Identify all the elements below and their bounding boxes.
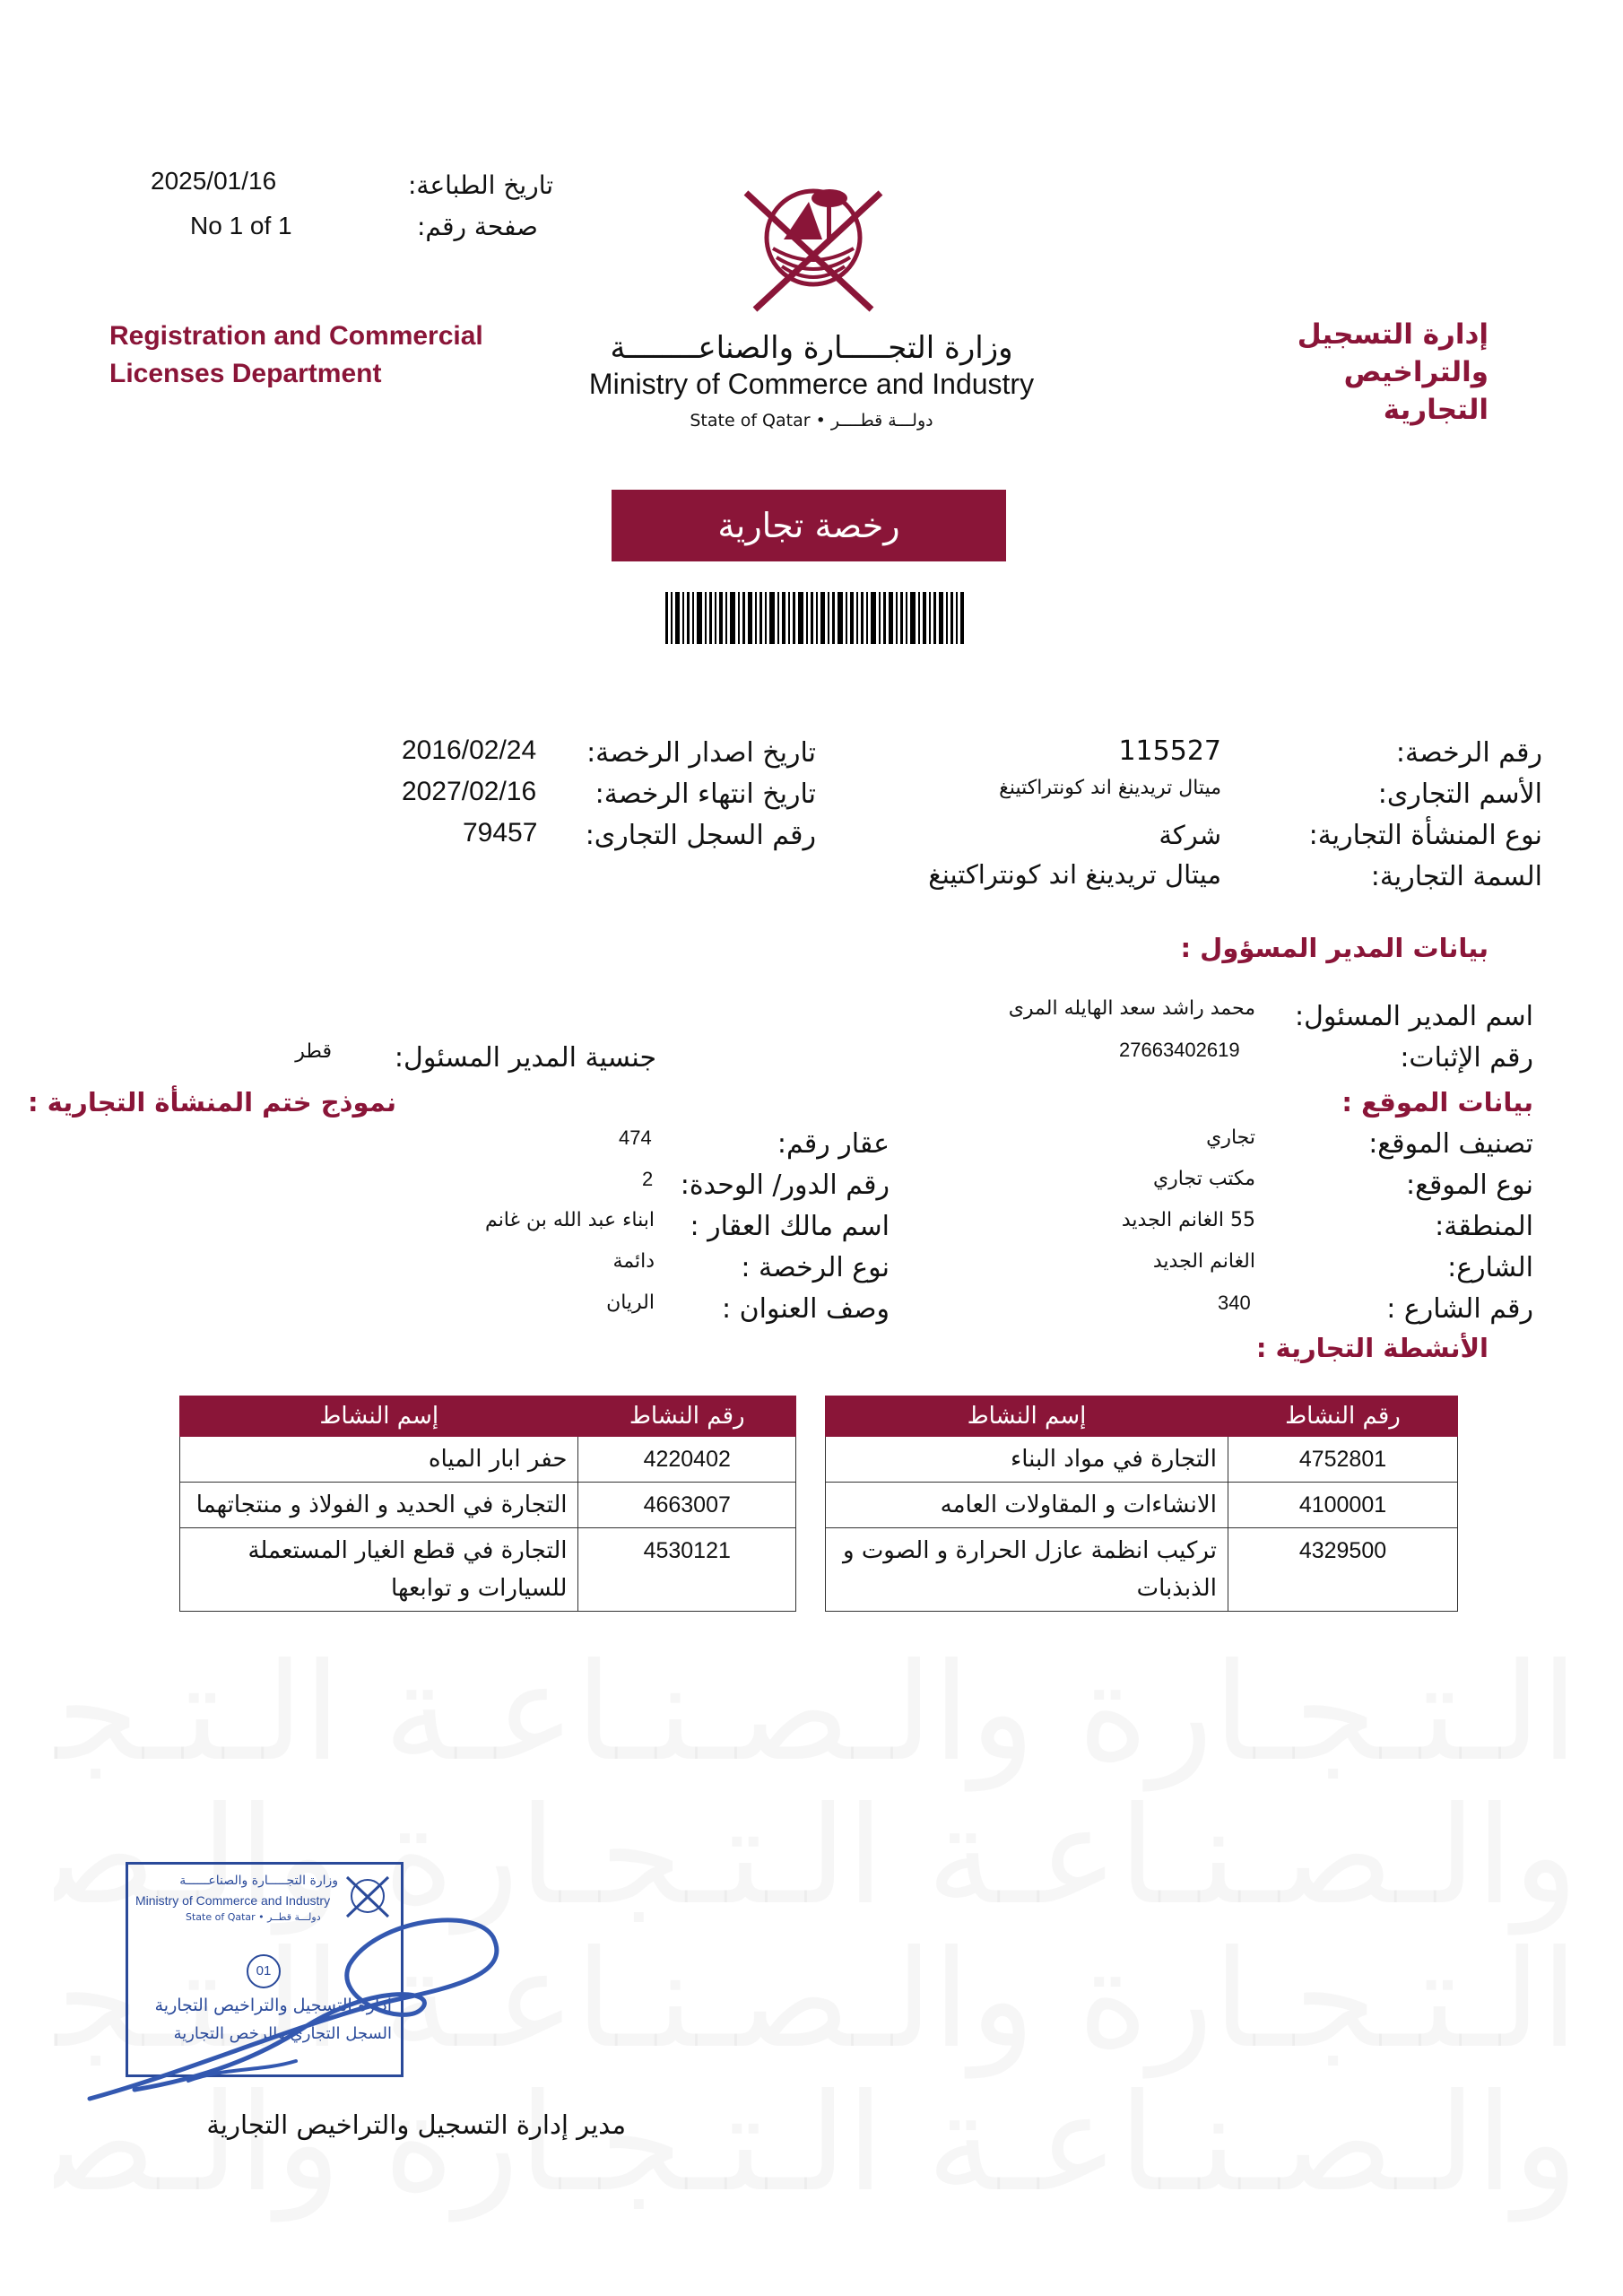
qatar-emblem-icon <box>737 166 890 318</box>
zone-label: المنطقة: <box>1435 1211 1533 1242</box>
table-header-row <box>180 1396 796 1437</box>
location-type-label: نوع الموقع: <box>1405 1170 1533 1201</box>
activities-table-left <box>179 1396 796 1612</box>
table-row <box>180 1483 796 1528</box>
property-owner-value: ابناء عبد الله بن غانم <box>485 1209 655 1231</box>
barcode <box>665 592 964 644</box>
commercial-register-value: 79457 <box>463 818 538 848</box>
activity-number: 4100001 <box>1228 1483 1457 1528</box>
license-type-label: نوع الرخصة : <box>741 1252 890 1283</box>
stamp-ministry-ar: وزارة التجـــــارة والصناعــــــة <box>179 1874 338 1888</box>
expiry-date-value: 2027/02/16 <box>402 777 537 806</box>
street-label: الشارع: <box>1447 1252 1533 1283</box>
entity-type-label: نوع المنشأة التجارية: <box>1308 820 1542 851</box>
location-type-value: مكتب تجاري <box>1152 1168 1255 1190</box>
column-header-activity-name: إسم النشاط <box>826 1396 1228 1437</box>
street-number-value: 340 <box>1218 1292 1251 1314</box>
brand-name-label: السمة التجارية: <box>1370 861 1542 892</box>
activity-name: تركيب انظمة عازل الحرارة و الصوت و الذبذبات <box>826 1528 1228 1612</box>
stamp-state: State of Qatar • دولـــة قطــر <box>186 1911 321 1923</box>
stamp-ministry-en: Ministry of Commerce and Industry <box>135 1893 331 1908</box>
location-classification-value: تجاري <box>1206 1126 1255 1149</box>
manager-id-label: رقم الإثبات: <box>1400 1042 1533 1074</box>
floor-unit-label: رقم الدور/ الوحدة: <box>680 1170 890 1201</box>
table-row <box>180 1437 796 1483</box>
entity-type-value: شركة <box>1159 820 1221 850</box>
stamp-number: 01 <box>247 1954 281 1988</box>
activity-number: 4663007 <box>578 1483 796 1528</box>
table-header-row <box>826 1396 1458 1437</box>
department-name-ar <box>1273 316 1488 429</box>
license-number-value: 115527 <box>1118 735 1221 767</box>
floor-unit-value: 2 <box>642 1168 654 1190</box>
stamp-department-line2: السجل التجاري والرخص التجارية <box>173 2024 392 2043</box>
activity-number: 4752801 <box>1228 1437 1457 1483</box>
issue-date-value: 2016/02/24 <box>402 735 537 765</box>
address-description-value: الريان <box>606 1292 655 1314</box>
column-header-activity-number: رقم النشاط <box>1228 1396 1457 1437</box>
stamp-sample-title: نموذج ختم المنشأة التجارية : <box>27 1087 396 1118</box>
license-type-value: دائمة <box>612 1250 655 1273</box>
manager-name-label: اسم المدير المسئول: <box>1294 1001 1533 1032</box>
table-row <box>180 1528 796 1612</box>
trade-name-value: ميتال تريدينغ اند كونتراكتينغ <box>999 777 1221 799</box>
address-description-label: وصف العنوان : <box>721 1293 890 1325</box>
street-number-label: رقم الشارع : <box>1386 1293 1533 1325</box>
zone-value: 55 الغانم الجديد <box>1121 1209 1255 1231</box>
table-row <box>826 1483 1458 1528</box>
signature-caption: مدير إدارة التسجيل والتراخيص التجارية <box>206 2109 626 2140</box>
activity-name: التجارة في الحديد و الفولاذ و منتجاتهما <box>180 1483 578 1528</box>
activity-name: حفر ابار المياه <box>180 1437 578 1483</box>
page-value: No 1 of 1 <box>190 212 292 239</box>
property-number-label: عقار رقم: <box>777 1128 890 1160</box>
activity-number: 4220402 <box>578 1437 796 1483</box>
expiry-date-label: تاريخ انتهاء الرخصة: <box>595 778 816 810</box>
column-header-activity-name: إسم النشاط <box>180 1396 578 1437</box>
street-value: الغانم الجديد <box>1152 1250 1255 1273</box>
commercial-register-label: رقم السجل التجارى: <box>585 820 816 851</box>
print-date-value: 2025/01/16 <box>151 167 277 195</box>
table-row <box>826 1528 1458 1612</box>
issue-date-label: تاريخ اصدار الرخصة: <box>586 737 816 769</box>
property-owner-label: اسم مالك العقار : <box>690 1211 890 1242</box>
table-row <box>826 1437 1458 1483</box>
manager-section-title: بيانات المدير المسؤول : <box>1180 933 1488 963</box>
brand-name-value: ميتال تريدينغ اند كونتراكتينغ <box>928 859 1221 890</box>
trade-name-label: الأسم التجارى: <box>1377 778 1542 810</box>
activity-number: 4530121 <box>578 1528 796 1612</box>
location-section-title: بيانات الموقع : <box>1341 1087 1533 1118</box>
stamp-department-line1: إدارة التسجيل والتراخيص التجارية <box>154 1996 392 2015</box>
state-of-qatar: State of Qatar • دولـــة قطــــر <box>690 411 933 430</box>
activities-table-right <box>825 1396 1458 1612</box>
property-number-value: 474 <box>619 1126 652 1149</box>
manager-nationality-label: جنسية المدير المسئول: <box>394 1042 656 1074</box>
department-name-en-line2: Licenses Department <box>109 359 382 388</box>
activities-section-title: الأنشطة التجارية : <box>1255 1333 1488 1363</box>
activity-name: الانشاءات و المقاولات العامه <box>826 1483 1228 1528</box>
license-number-label: رقم الرخصة: <box>1395 737 1542 769</box>
manager-id-value: 27663402619 <box>1119 1039 1240 1061</box>
activity-name: التجارة في قطع الغيار المستعملة للسيارات و توابعها <box>180 1528 578 1612</box>
handwritten-signature <box>81 1901 520 2117</box>
location-classification-label: تصنيف الموقع: <box>1368 1128 1533 1160</box>
department-name-en-line1: Registration and Commercial <box>109 321 483 351</box>
page-label: صفحة رقم: <box>417 212 538 241</box>
ministry-name-ar: وزارة التجـــــارة والصناعــــــــة <box>610 330 1013 366</box>
activity-name: التجارة في مواد البناء <box>826 1437 1228 1483</box>
department-name-en <box>109 317 483 393</box>
manager-name-value: محمد راشد سعد الهايله المرى <box>1008 997 1255 1020</box>
manager-nationality-value: قطر <box>295 1040 332 1063</box>
ministry-name-en: Ministry of Commerce and Industry <box>588 368 1035 400</box>
department-name-ar-line2: والتراخيص التجارية <box>1343 356 1488 426</box>
document-title: رخصة تجارية <box>612 490 1006 561</box>
column-header-activity-number: رقم النشاط <box>578 1396 796 1437</box>
activity-number: 4329500 <box>1228 1528 1457 1612</box>
print-date-label: تاريخ الطباعة: <box>408 170 554 200</box>
department-name-ar-line1: إدارة التسجيل <box>1297 318 1488 351</box>
